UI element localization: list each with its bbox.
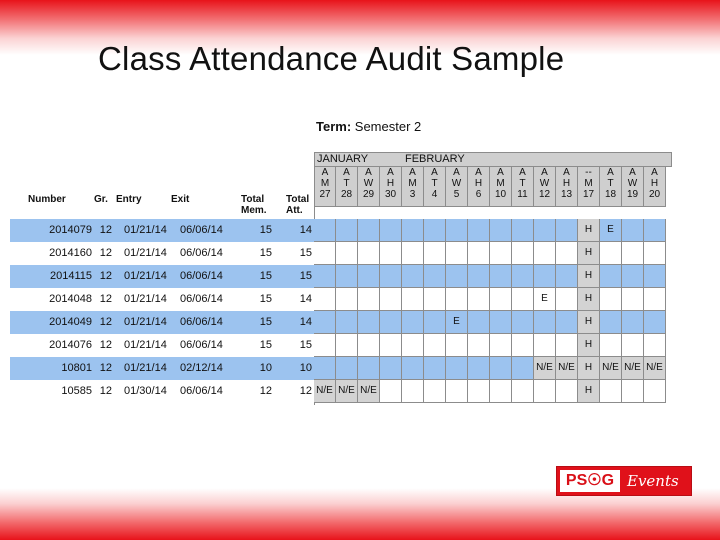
cell-number: 2014076 <box>49 339 92 351</box>
student-info <box>10 288 314 311</box>
cell-exit: 06/06/14 <box>180 224 223 236</box>
attendance-cell <box>556 242 578 265</box>
day-header-day: 10 <box>494 189 507 200</box>
day-header-day: 17 <box>582 189 595 200</box>
attendance-cell <box>314 311 336 334</box>
attendance-cell <box>556 334 578 357</box>
attendance-cell <box>600 265 622 288</box>
attendance-cell <box>424 380 446 403</box>
attendance-cell: N/E <box>556 357 578 380</box>
attendance-cell <box>402 288 424 311</box>
day-header-type: -- <box>585 167 592 178</box>
month-header-row <box>314 152 672 167</box>
day-header-type: A <box>365 167 372 178</box>
table-row <box>10 380 672 403</box>
day-header-col <box>336 167 358 207</box>
attendance-cell <box>380 380 402 403</box>
attendance-cell <box>424 242 446 265</box>
attendance-cell <box>380 357 402 380</box>
day-header-dow: M <box>320 178 330 189</box>
cell-mem: 15 <box>259 270 272 282</box>
attendance-cell <box>424 357 446 380</box>
attendance-cell <box>534 265 556 288</box>
attendance-cell <box>468 311 490 334</box>
day-header-type: A <box>453 167 460 178</box>
attendance-cell <box>402 380 424 403</box>
cell-att: 15 <box>299 247 312 259</box>
attendance-cell <box>490 265 512 288</box>
table-row <box>10 334 672 357</box>
cell-entry: 01/21/14 <box>124 293 167 305</box>
attendance-cell <box>314 288 336 311</box>
attendance-cell <box>380 311 402 334</box>
attendance-cell <box>446 242 468 265</box>
day-header-day: 19 <box>626 189 639 200</box>
attendance-cell <box>490 380 512 403</box>
attendance-cell <box>490 288 512 311</box>
cell-entry: 01/21/14 <box>124 247 167 259</box>
attendance-cell <box>446 334 468 357</box>
attendance-cell <box>336 219 358 242</box>
attendance-cell <box>644 311 666 334</box>
day-header-col <box>402 167 424 207</box>
day-header-col <box>578 167 600 207</box>
cell-exit: 06/06/14 <box>180 316 223 328</box>
student-info <box>10 265 314 288</box>
attendance-cell <box>534 242 556 265</box>
attendance-cell <box>622 311 644 334</box>
day-header-col <box>600 167 622 207</box>
attendance-cell <box>336 311 358 334</box>
cell-exit: 06/06/14 <box>180 270 223 282</box>
day-header-col <box>622 167 644 207</box>
header-grade: Gr. <box>94 194 108 205</box>
attendance-cell <box>644 288 666 311</box>
day-header-dow: T <box>431 178 438 189</box>
attendance-cell <box>402 242 424 265</box>
attendance-cell <box>380 288 402 311</box>
attendance-cell <box>468 380 490 403</box>
attendance-cell <box>644 334 666 357</box>
attendance-cell <box>600 380 622 403</box>
attendance-cell <box>512 357 534 380</box>
day-header-dow: T <box>519 178 526 189</box>
cell-att: 15 <box>299 339 312 351</box>
day-header-dow: W <box>451 178 462 189</box>
attendance-cell <box>622 288 644 311</box>
day-header-type: A <box>563 167 570 178</box>
table-row <box>10 242 672 265</box>
attendance-cell <box>358 357 380 380</box>
header-total-mem: Total Mem. <box>241 194 267 216</box>
cell-att: 15 <box>299 270 312 282</box>
cell-att: 14 <box>299 224 312 236</box>
cell-att: 12 <box>299 385 312 397</box>
header-exit: Exit <box>171 194 190 205</box>
day-header-dow: H <box>386 178 395 189</box>
day-header-day: 5 <box>453 189 460 200</box>
cell-mem: 10 <box>259 362 272 374</box>
attendance-cell <box>358 219 380 242</box>
day-header-type: A <box>651 167 658 178</box>
attendance-cell <box>446 265 468 288</box>
day-header-day: 29 <box>362 189 375 200</box>
attendance-cell <box>468 288 490 311</box>
attendance-cell <box>622 242 644 265</box>
term-line <box>316 119 421 134</box>
attendance-cell <box>622 380 644 403</box>
attendance-cell: E <box>600 219 622 242</box>
attendance-cell <box>424 219 446 242</box>
attendance-cell <box>336 334 358 357</box>
attendance-cell <box>512 288 534 311</box>
attendance-cell <box>358 288 380 311</box>
day-header-type: A <box>409 167 416 178</box>
attendance-cell <box>468 357 490 380</box>
attendance-cell <box>622 334 644 357</box>
attendance-cell <box>622 265 644 288</box>
header-number: Number <box>28 194 66 205</box>
psug-events-logo <box>556 466 692 496</box>
day-header-dow: W <box>539 178 550 189</box>
student-info <box>10 311 314 334</box>
day-header-col <box>644 167 666 207</box>
attendance-cell: H <box>578 242 600 265</box>
attendance-cell <box>468 265 490 288</box>
cell-entry: 01/21/14 <box>124 270 167 282</box>
day-header-day: 4 <box>431 189 438 200</box>
attendance-cell: H <box>578 334 600 357</box>
day-header-dow: M <box>496 178 505 189</box>
cell-gr: 12 <box>99 270 112 282</box>
cell-gr: 12 <box>99 224 112 236</box>
attendance-cell <box>556 380 578 403</box>
day-header-col <box>556 167 578 207</box>
attendance-cell: N/E <box>600 357 622 380</box>
day-header-col <box>512 167 534 207</box>
day-header-type: A <box>629 167 636 178</box>
day-header-type: A <box>387 167 394 178</box>
cell-mem: 15 <box>259 316 272 328</box>
attendance-cell <box>358 242 380 265</box>
header-total-att: Total Att. <box>286 194 310 216</box>
attendance-cell: H <box>578 380 600 403</box>
day-header-day: 20 <box>648 189 661 200</box>
cell-entry: 01/21/14 <box>124 316 167 328</box>
cell-mem: 15 <box>259 339 272 351</box>
attendance-cell <box>556 265 578 288</box>
cell-number: 2014049 <box>49 316 92 328</box>
day-header-day: 18 <box>604 189 617 200</box>
table-row <box>10 288 672 311</box>
attendance-cell <box>314 242 336 265</box>
cell-gr: 12 <box>99 247 112 259</box>
day-header-type: A <box>497 167 504 178</box>
attendance-cell <box>490 219 512 242</box>
attendance-cell: E <box>446 311 468 334</box>
attendance-cell <box>402 311 424 334</box>
attendance-cell <box>490 334 512 357</box>
table-row <box>10 311 672 334</box>
attendance-cell <box>512 311 534 334</box>
attendance-cell <box>424 265 446 288</box>
attendance-cell <box>380 265 402 288</box>
cell-exit: 06/06/14 <box>180 247 223 259</box>
day-header-type: A <box>519 167 526 178</box>
day-header-type: A <box>607 167 614 178</box>
student-info <box>10 334 314 357</box>
day-header-dow: T <box>607 178 614 189</box>
student-info <box>10 380 314 403</box>
attendance-cell <box>402 334 424 357</box>
table-row <box>10 357 672 380</box>
table-row <box>10 219 672 242</box>
attendance-cell <box>600 334 622 357</box>
attendance-cell <box>490 311 512 334</box>
header-entry: Entry <box>116 194 142 205</box>
day-header-type: A <box>321 167 329 178</box>
attendance-cell: N/E <box>622 357 644 380</box>
attendance-cell <box>446 219 468 242</box>
attendance-cell: N/E <box>644 357 666 380</box>
attendance-cell <box>402 357 424 380</box>
day-header-dow: H <box>474 178 483 189</box>
cell-mem: 12 <box>259 385 272 397</box>
attendance-sheet <box>10 112 672 408</box>
day-header-col <box>380 167 402 207</box>
day-header-day: 3 <box>409 189 416 200</box>
cell-mem: 15 <box>259 293 272 305</box>
day-header-dow: T <box>343 178 350 189</box>
attendance-cell <box>424 311 446 334</box>
cell-exit: 06/06/14 <box>180 339 223 351</box>
attendance-cell <box>644 380 666 403</box>
attendance-cell <box>336 265 358 288</box>
attendance-cell <box>314 334 336 357</box>
attendance-cell: E <box>534 288 556 311</box>
cell-number: 10801 <box>61 362 92 374</box>
cell-number: 2014079 <box>49 224 92 236</box>
day-header-day: 13 <box>560 189 573 200</box>
day-header-day: 12 <box>538 189 551 200</box>
slide-title: Class Attendance Audit Sample <box>98 40 565 77</box>
day-header-type: A <box>475 167 482 178</box>
cell-gr: 12 <box>99 293 112 305</box>
attendance-cell <box>534 380 556 403</box>
cell-number: 2014160 <box>49 247 92 259</box>
attendance-cell <box>424 288 446 311</box>
day-header-col <box>314 167 336 207</box>
attendance-cell <box>314 357 336 380</box>
attendance-cell: H <box>578 357 600 380</box>
day-header-day: 30 <box>384 189 397 200</box>
attendance-cell <box>490 357 512 380</box>
month-february: FEBRUARY <box>405 153 465 165</box>
attendance-cell <box>644 242 666 265</box>
attendance-cell: H <box>578 219 600 242</box>
attendance-cell <box>512 334 534 357</box>
attendance-cell <box>446 357 468 380</box>
day-header-type: A <box>343 167 350 178</box>
attendance-cell <box>534 219 556 242</box>
day-header-col <box>490 167 512 207</box>
attendance-cell <box>446 380 468 403</box>
attendance-cell <box>380 219 402 242</box>
day-header-dow: M <box>584 178 593 189</box>
attendance-cell <box>446 288 468 311</box>
attendance-cell <box>600 288 622 311</box>
day-header-col <box>358 167 380 207</box>
cell-att: 14 <box>299 293 312 305</box>
attendance-cell <box>534 334 556 357</box>
attendance-cell: H <box>578 288 600 311</box>
attendance-cell <box>402 265 424 288</box>
cell-entry: 01/21/14 <box>124 339 167 351</box>
student-info <box>10 219 314 242</box>
attendance-cell <box>336 242 358 265</box>
attendance-cell <box>468 334 490 357</box>
attendance-cell <box>556 311 578 334</box>
logo-tagline: Events <box>627 472 679 490</box>
day-header-day: 27 <box>319 189 331 200</box>
attendance-cell <box>512 242 534 265</box>
attendance-cell <box>424 334 446 357</box>
attendance-cell: H <box>578 265 600 288</box>
attendance-cell <box>556 219 578 242</box>
attendance-cell <box>512 265 534 288</box>
attendance-cell <box>402 219 424 242</box>
attendance-cell <box>556 288 578 311</box>
attendance-cell <box>600 242 622 265</box>
attendance-cell <box>600 311 622 334</box>
attendance-cell <box>622 219 644 242</box>
cell-gr: 12 <box>99 316 112 328</box>
attendance-cell: H <box>578 311 600 334</box>
attendance-cell: N/E <box>534 357 556 380</box>
cell-exit: 06/06/14 <box>180 385 223 397</box>
day-header-dow: H <box>650 178 659 189</box>
attendance-cell <box>358 334 380 357</box>
day-header-col <box>424 167 446 207</box>
day-header-dow: W <box>363 178 374 189</box>
cell-number: 2014048 <box>49 293 92 305</box>
attendance-cell: N/E <box>314 380 336 403</box>
cell-att: 14 <box>299 316 312 328</box>
day-header-dow: W <box>627 178 638 189</box>
student-info <box>10 242 314 265</box>
day-header-day: 28 <box>340 189 353 200</box>
day-header-day: 6 <box>475 189 482 200</box>
month-january: JANUARY <box>317 153 369 165</box>
attendance-cell <box>336 357 358 380</box>
attendance-cell <box>358 265 380 288</box>
cell-number: 2014115 <box>49 270 92 282</box>
day-header-day: 11 <box>517 189 528 200</box>
attendance-cell <box>512 219 534 242</box>
cell-gr: 12 <box>99 385 112 397</box>
term-label: Term: <box>316 119 352 134</box>
cell-gr: 12 <box>99 339 112 351</box>
attendance-cell <box>314 219 336 242</box>
day-header-type: A <box>541 167 548 178</box>
cell-entry: 01/21/14 <box>124 362 167 374</box>
day-header-col <box>534 167 556 207</box>
cell-mem: 15 <box>259 247 272 259</box>
cell-att: 10 <box>299 362 312 374</box>
cell-entry: 01/21/14 <box>124 224 167 236</box>
attendance-cell <box>534 311 556 334</box>
day-header-col <box>446 167 468 207</box>
day-header-dow: H <box>562 178 571 189</box>
attendance-cell: N/E <box>358 380 380 403</box>
attendance-cell <box>358 311 380 334</box>
table-row <box>10 265 672 288</box>
attendance-cell <box>644 265 666 288</box>
day-header-type: A <box>431 167 438 178</box>
attendance-cell <box>644 219 666 242</box>
cell-entry: 01/30/14 <box>124 385 167 397</box>
cell-gr: 12 <box>99 362 112 374</box>
attendance-cell: N/E <box>336 380 358 403</box>
day-header-col <box>468 167 490 207</box>
cell-number: 10585 <box>61 385 92 397</box>
attendance-cell <box>490 242 512 265</box>
attendance-cell <box>314 265 336 288</box>
attendance-cell <box>336 288 358 311</box>
logo-brand: PS☉G <box>560 470 620 492</box>
cell-mem: 15 <box>259 224 272 236</box>
day-header-dow: M <box>408 178 417 189</box>
attendance-cell <box>468 242 490 265</box>
student-info <box>10 357 314 380</box>
attendance-cell <box>468 219 490 242</box>
cell-exit: 02/12/14 <box>180 362 223 374</box>
cell-exit: 06/06/14 <box>180 293 223 305</box>
attendance-cell <box>512 380 534 403</box>
term-value: Semester 2 <box>354 119 422 134</box>
attendance-cell <box>380 334 402 357</box>
attendance-cell <box>380 242 402 265</box>
